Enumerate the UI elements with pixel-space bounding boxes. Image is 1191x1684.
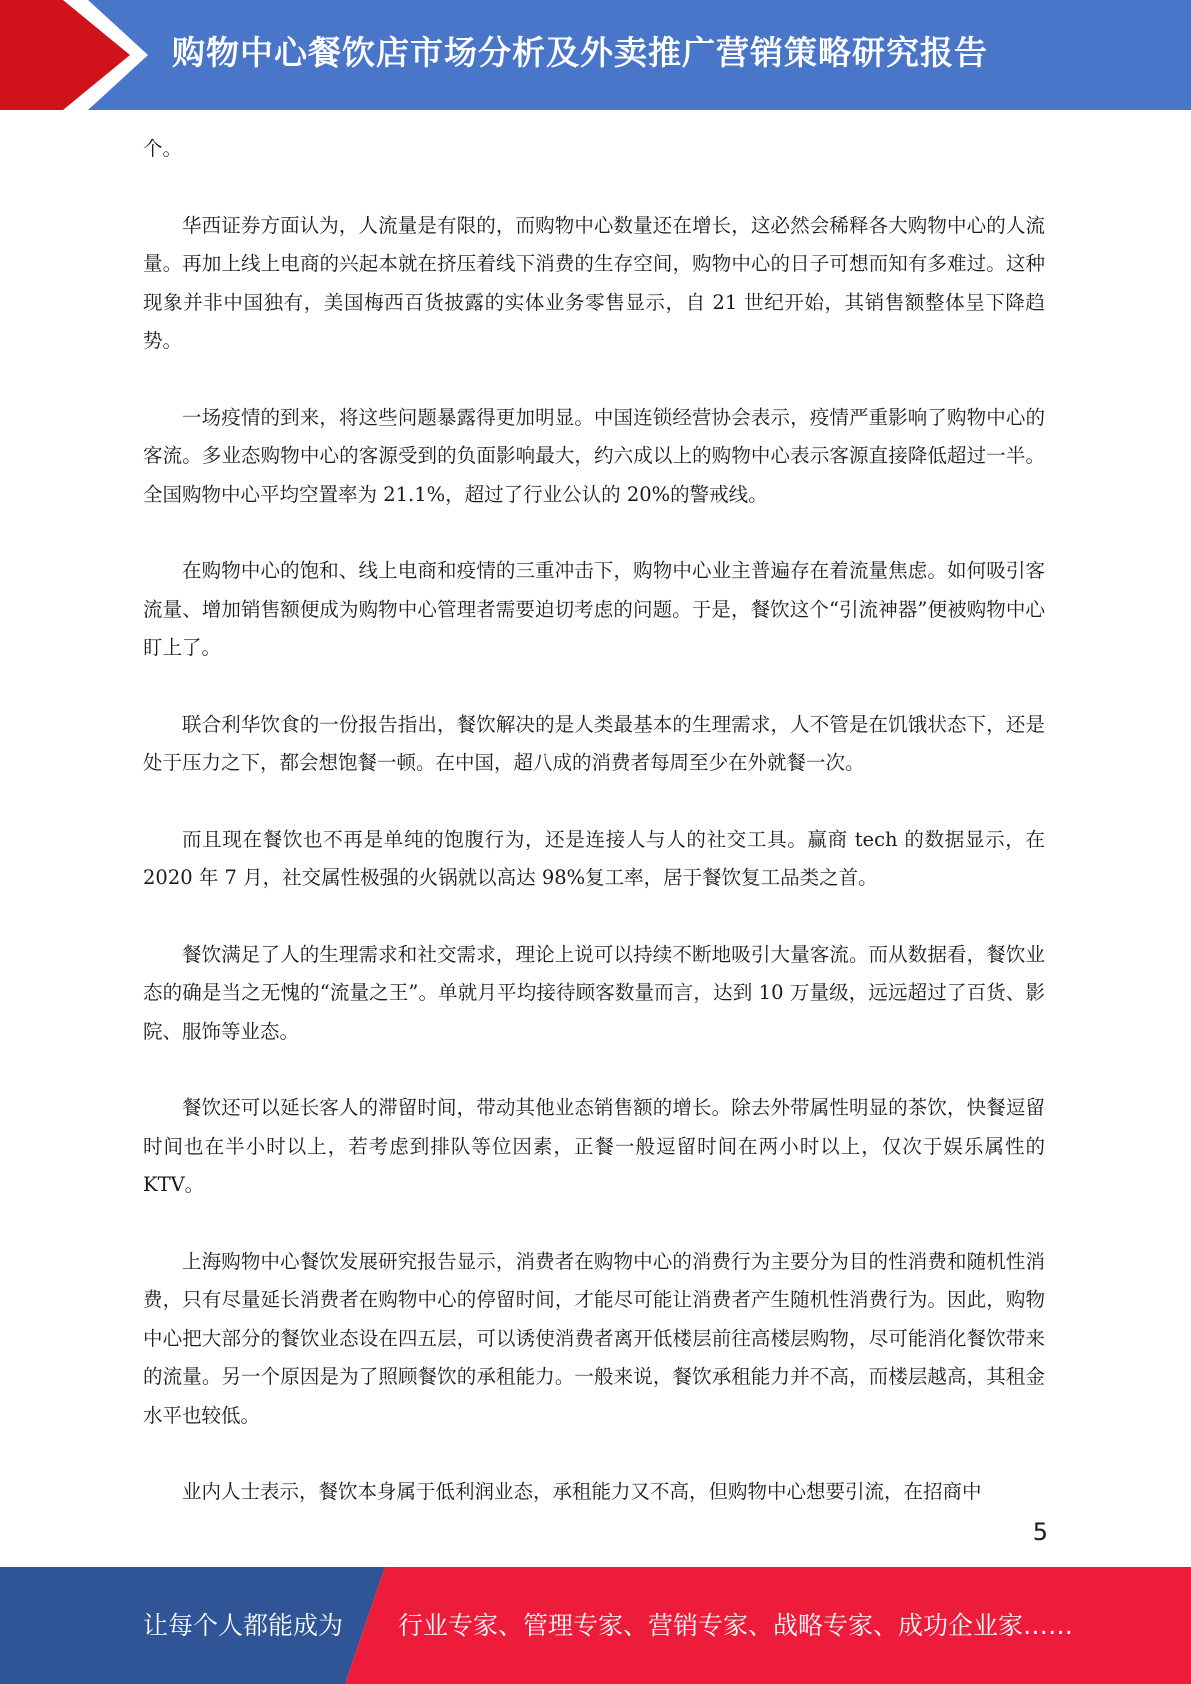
footer-band — [0, 1567, 1191, 1684]
body-content — [143, 130, 1045, 1550]
footer-slogan-right: 行业专家、管理专家、营销专家、战略专家、成功企业家…… — [398, 1611, 1074, 1640]
paragraph: 联合利华饮食的一份报告指出，餐饮解决的是人类最基本的生理需求，人不管是在饥饿状态下，还是处于压力之下，都会想饱餐一顿。在中国，超八成的消费者每周至少在外就餐一次。 — [143, 712, 1045, 774]
paragraph: 业内人士表示，餐饮本身属于低利润业态，承租能力又不高，但购物中心想要引流，在招商中 — [182, 1480, 982, 1503]
footer-slogan-left: 让每个人都能成为 — [143, 1611, 344, 1640]
paragraph: 而且现在餐饮也不再是单纯的饱腹行为，还是连接人与人的社交工具。赢商 tech 的数据显示，在 2020 年 7 月，社交属性极强的火锅就以高达 98%复工率，居于餐饮复工品类之首。 — [143, 827, 1045, 889]
page-number: 5 — [1032, 1518, 1048, 1546]
paragraph-continuation: 个。 — [143, 137, 183, 160]
paragraph: 在购物中心的饱和、线上电商和疫情的三重冲击下，购物中心业主普遍存在着流量焦虑。如何吸引客流量、增加销售额便成为购物中心管理者需要迫切考虑的问题。于是，餐饮这个“引流神器”便被购物中心盯上了。 — [143, 559, 1045, 659]
paragraph: 华西证券方面认为，人流量是有限的，而购物中心数量还在增长，这必然会稀释各大购物中心的人流量。再加上线上电商的兴起本就在挤压着线下消费的生存空间，购物中心的日子可想而知有多难过。这种现象并非中国独有，美国梅西百货披露的实体业务零售显示，自 21 世纪开始，其销售额整体呈下降趋势。 — [143, 213, 1045, 352]
paragraph: 一场疫情的到来，将这些问题暴露得更加明显。中国连锁经营协会表示，疫情严重影响了购物中心的客流。多业态购物中心的客源受到的负面影响最大，约六成以上的购物中心表示客源直接降低超过一半。全国购物中心平均空置率为 21.1%，超过了行业公认的 20%的警戒线。 — [143, 405, 1045, 506]
paragraph: 上海购物中心餐饮发展研究报告显示，消费者在购物中心的消费行为主要分为目的性消费和随机性消费，只有尽量延长消费者在购物中心的停留时间，才能尽可能让消费者产生随机性消费行为。因此，购物中心把大部分的餐饮业态设在四五层，可以诱使消费者离开低楼层前往高楼层购物，尽可能消化餐饮带来的流量。另一个原因是为了照顾餐饮的承租能力。一般来说，餐饮承租能力并不高，而楼层越高，其租金水平也较低。 — [143, 1249, 1045, 1427]
document-title: 购物中心餐饮店市场分析及外卖推广营销策略研究报告 — [172, 33, 988, 72]
paragraph: 餐饮满足了人的生理需求和社交需求，理论上说可以持续不断地吸引大量客流。而从数据看，餐饮业态的确是当之无愧的“流量之王”。单就月平均接待顾客数量而言，达到 10 万量级，远远超过了百货、影院、服饰等业态。 — [143, 942, 1045, 1043]
header-band — [0, 0, 1191, 110]
paragraph: 餐饮还可以延长客人的滞留时间，带动其他业态销售额的增长。除去外带属性明显的茶饮，快餐逗留时间也在半小时以上，若考虑到排队等位因素，正餐一般逗留时间在两小时以上，仅次于娱乐属性的 KTV。 — [143, 1096, 1045, 1196]
